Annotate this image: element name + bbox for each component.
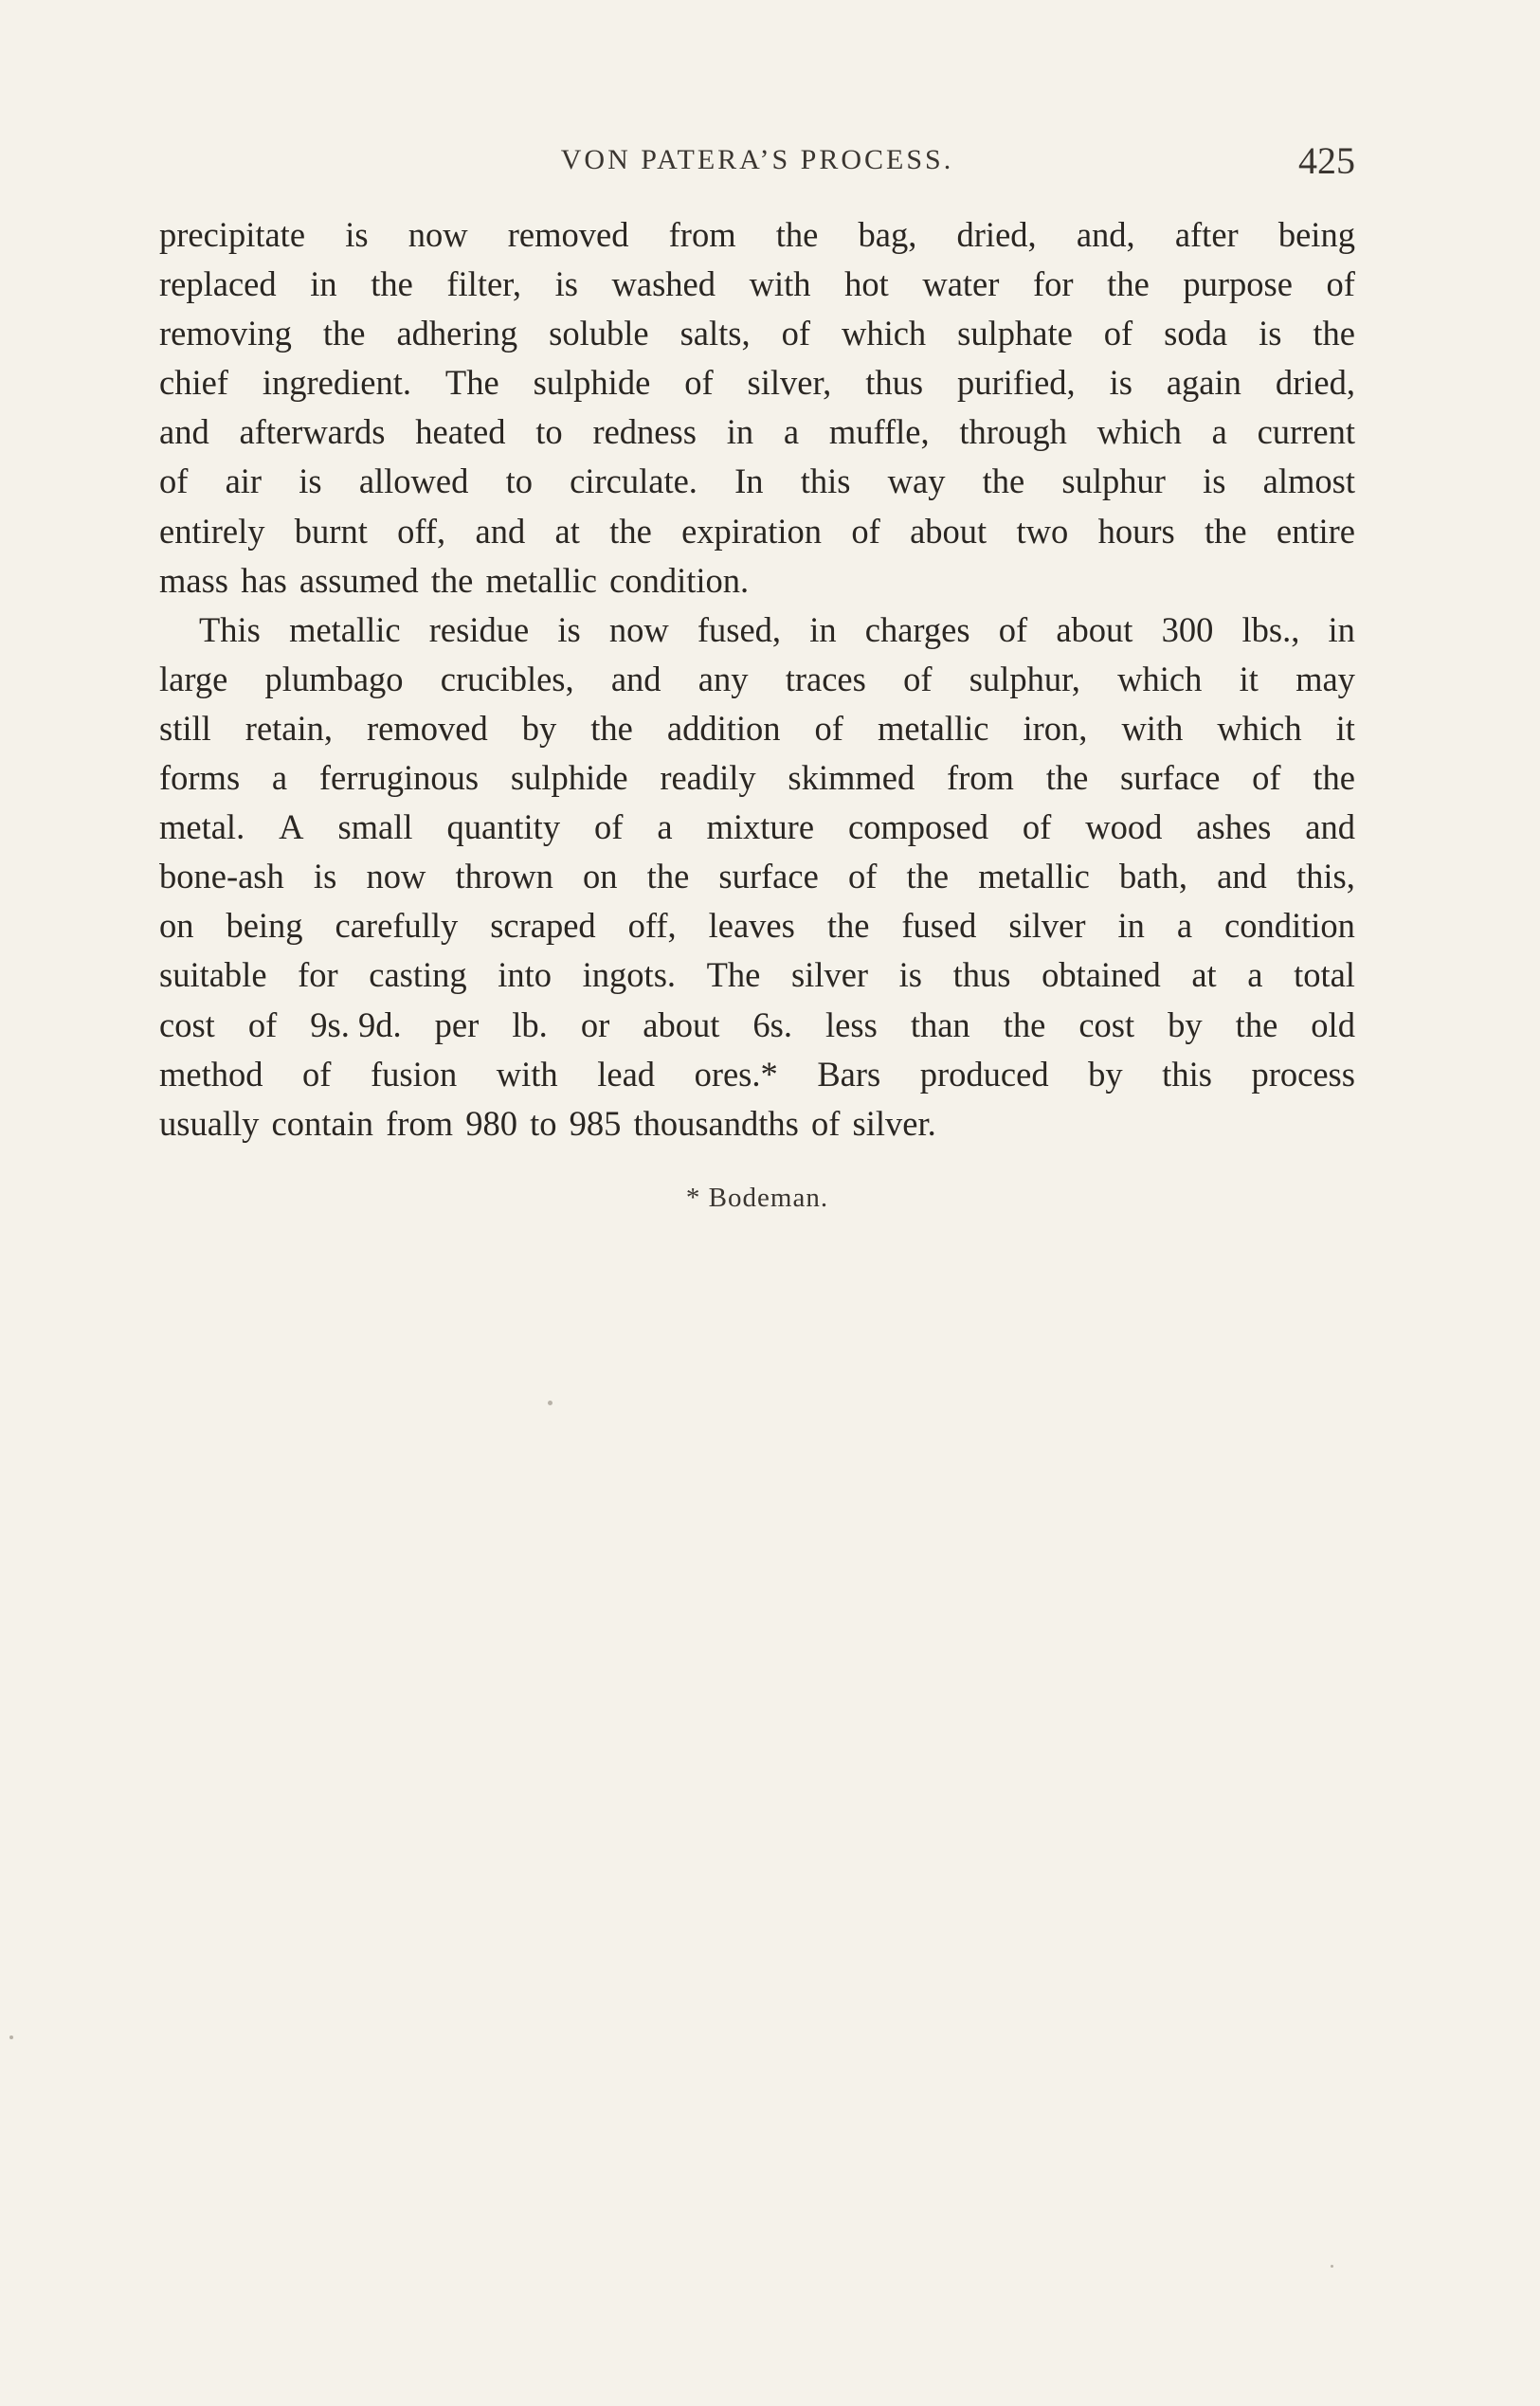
word: small xyxy=(337,807,413,847)
word: or xyxy=(580,1004,610,1044)
text-line xyxy=(159,950,1355,1000)
word: ingots. xyxy=(582,955,677,995)
word: produced xyxy=(919,1054,1049,1094)
word: in xyxy=(310,264,337,304)
word: the xyxy=(1107,264,1150,304)
text-line xyxy=(159,803,1355,852)
text-line xyxy=(159,358,1355,407)
word: the xyxy=(775,215,819,254)
word: The xyxy=(706,955,761,995)
word: of xyxy=(998,609,1028,649)
word: lb. xyxy=(512,1004,548,1044)
word: sulphur, xyxy=(969,659,1080,698)
word: a xyxy=(271,758,288,798)
word: process xyxy=(1251,1054,1355,1094)
word: quantity xyxy=(446,807,561,847)
word: in xyxy=(809,609,837,649)
word: is xyxy=(345,215,369,254)
word: being xyxy=(226,906,303,946)
word: forms xyxy=(159,758,241,798)
word: redness xyxy=(592,412,697,452)
word: dried, xyxy=(1275,363,1355,403)
word: hours xyxy=(1097,511,1175,551)
word: and xyxy=(475,511,526,551)
word: thrown xyxy=(455,857,553,896)
word: fused xyxy=(901,906,977,946)
word: the xyxy=(982,461,1025,501)
word: method xyxy=(159,1054,263,1094)
text-line xyxy=(159,1001,1355,1050)
word: and xyxy=(1217,857,1267,896)
word: scraped xyxy=(490,906,596,946)
word: soluble xyxy=(549,314,649,353)
word: salts, xyxy=(679,314,751,353)
word: the xyxy=(1235,1004,1278,1044)
word: almost xyxy=(1262,461,1355,501)
word: readily xyxy=(660,758,756,798)
word: of xyxy=(1103,314,1133,353)
word: of xyxy=(1252,758,1281,798)
word: soda xyxy=(1164,314,1228,353)
word: addition xyxy=(666,708,781,748)
word: about xyxy=(1056,609,1133,649)
word: total xyxy=(1294,955,1355,995)
word: by xyxy=(1088,1054,1123,1094)
word: This xyxy=(199,609,261,649)
word: suitable xyxy=(159,955,267,995)
text-line xyxy=(159,507,1355,556)
word: metallic xyxy=(877,708,989,748)
word: it xyxy=(1335,708,1355,748)
word: it xyxy=(1239,659,1259,698)
word: the xyxy=(1313,758,1355,798)
word: any xyxy=(698,659,749,698)
word: from xyxy=(668,215,736,254)
word: adhering xyxy=(396,314,518,353)
word: silver, xyxy=(747,363,832,403)
word: with xyxy=(749,264,811,304)
word: composed xyxy=(847,807,988,847)
word: way xyxy=(887,461,946,501)
word: cost xyxy=(159,1004,215,1044)
word: entire xyxy=(1276,511,1355,551)
word: to xyxy=(505,461,533,501)
word: allowed xyxy=(358,461,469,501)
word: and xyxy=(159,412,209,452)
scan-speck xyxy=(548,1401,553,1405)
text-line xyxy=(159,1099,1355,1149)
word: may xyxy=(1295,659,1355,698)
word: removed xyxy=(507,215,629,254)
word: a xyxy=(783,412,800,452)
word: the xyxy=(322,314,366,353)
word: of xyxy=(247,1004,278,1044)
word: thus xyxy=(865,363,924,403)
word: purified, xyxy=(956,363,1076,403)
word: this, xyxy=(1295,857,1355,896)
word: the xyxy=(1003,1004,1046,1044)
word: chief xyxy=(159,363,228,403)
word: of xyxy=(847,857,878,896)
word: air xyxy=(225,461,263,501)
word: on xyxy=(159,906,194,946)
word: is xyxy=(557,609,581,649)
word: this xyxy=(800,461,851,501)
word: purpose xyxy=(1183,264,1293,304)
word: fusion xyxy=(370,1054,458,1094)
word: hot xyxy=(844,264,889,304)
word: is xyxy=(1109,363,1132,403)
running-head xyxy=(159,138,1355,186)
word: through xyxy=(959,412,1067,452)
word: bath, xyxy=(1118,857,1187,896)
word: now xyxy=(608,609,669,649)
paragraph xyxy=(159,210,1355,606)
word: In xyxy=(734,461,764,501)
word: Bars xyxy=(817,1054,881,1094)
text-line xyxy=(159,260,1355,309)
word: into xyxy=(498,955,553,995)
word: is xyxy=(1259,314,1282,353)
word: at xyxy=(554,511,580,551)
word: usually contain from 980 to 985 thousandths of silver. xyxy=(159,1103,936,1143)
text-line xyxy=(159,210,1355,260)
word: casting xyxy=(369,955,467,995)
word: from xyxy=(946,758,1014,798)
word: the xyxy=(646,857,690,896)
word: which xyxy=(1117,659,1203,698)
word: 300 xyxy=(1161,609,1214,649)
word: traces xyxy=(785,659,866,698)
word: The xyxy=(444,363,499,403)
word: by xyxy=(1168,1004,1203,1044)
word: obtained xyxy=(1042,955,1161,995)
word: fused, xyxy=(697,609,782,649)
text-line xyxy=(159,901,1355,950)
word: ferruginous xyxy=(318,758,480,798)
word: and xyxy=(1305,807,1355,847)
text-line xyxy=(159,606,1355,655)
word: a xyxy=(1176,906,1193,946)
text-line xyxy=(159,556,1355,606)
word: for xyxy=(298,955,338,995)
word: of xyxy=(781,314,810,353)
word: to xyxy=(535,412,563,452)
word: washed xyxy=(611,264,716,304)
word: filter, xyxy=(446,264,521,304)
word: sulphide xyxy=(510,758,628,798)
word: is xyxy=(299,461,322,501)
word: bag, xyxy=(858,215,917,254)
word: mixture xyxy=(706,807,815,847)
word: the xyxy=(906,857,950,896)
word: residue xyxy=(428,609,530,649)
word: large xyxy=(159,659,228,698)
word: lead xyxy=(597,1054,656,1094)
word: of xyxy=(851,511,880,551)
word: bone-ash xyxy=(159,857,284,896)
word: heated xyxy=(415,412,506,452)
word: of xyxy=(1022,807,1052,847)
word: silver xyxy=(1008,906,1086,946)
word: now xyxy=(408,215,468,254)
word: skimmed xyxy=(788,758,915,798)
word: silver xyxy=(790,955,869,995)
word: old xyxy=(1311,1004,1355,1044)
word: is xyxy=(1203,461,1226,501)
word: expiration xyxy=(681,511,823,551)
word: this xyxy=(1162,1054,1212,1094)
word: the xyxy=(1313,314,1355,353)
word: surface xyxy=(718,857,819,896)
word: retain, xyxy=(245,708,334,748)
word: by xyxy=(521,708,557,748)
text-line xyxy=(159,457,1355,506)
word: and, xyxy=(1076,215,1135,254)
word: sulphur xyxy=(1061,461,1166,501)
word: on xyxy=(583,857,618,896)
word: water xyxy=(922,264,1000,304)
word: leaves xyxy=(708,906,795,946)
word: of xyxy=(159,461,189,501)
word: being xyxy=(1277,215,1355,254)
word: is xyxy=(898,955,923,995)
word: muffle, xyxy=(828,412,930,452)
word: at xyxy=(1191,955,1217,995)
footnote: * Bodeman. xyxy=(685,1183,829,1213)
word: which xyxy=(1217,708,1302,748)
word: a xyxy=(657,807,673,847)
word: burnt xyxy=(294,511,368,551)
word: in xyxy=(1328,609,1355,649)
word: ashes xyxy=(1196,807,1272,847)
word: is xyxy=(313,857,337,896)
word: carefully xyxy=(335,906,459,946)
word: off, xyxy=(397,511,446,551)
word: is xyxy=(554,264,578,304)
word: circulate. xyxy=(570,461,698,501)
word: charges xyxy=(864,609,970,649)
paragraph xyxy=(159,606,1355,1149)
word: the xyxy=(1045,758,1089,798)
word: wood xyxy=(1085,807,1163,847)
word: removing xyxy=(159,314,292,353)
running-title: VON PATERA’S PROCESS. xyxy=(560,144,954,175)
word: about xyxy=(910,511,987,551)
word: of xyxy=(1326,264,1355,304)
word: of xyxy=(594,807,624,847)
word: replaced xyxy=(159,264,277,304)
page-number: 425 xyxy=(1298,139,1355,182)
word: metallic xyxy=(978,857,1090,896)
word: a xyxy=(1211,412,1227,452)
word: afterwards xyxy=(239,412,386,452)
word: crucibles, xyxy=(440,659,574,698)
word: sulphide xyxy=(533,363,651,403)
text-line xyxy=(159,753,1355,803)
word: lbs., xyxy=(1241,609,1300,649)
word: and xyxy=(610,659,661,698)
word: 6s. xyxy=(752,1004,792,1044)
word: removed xyxy=(367,708,488,748)
scan-speck xyxy=(1331,2265,1333,2268)
word: which xyxy=(1096,412,1182,452)
word: again xyxy=(1166,363,1241,403)
word: A xyxy=(279,807,304,847)
word: the xyxy=(609,511,652,551)
text-line xyxy=(159,704,1355,753)
word: still xyxy=(159,708,211,748)
word: of xyxy=(302,1054,332,1094)
text-line xyxy=(159,1050,1355,1099)
word: after xyxy=(1174,215,1239,254)
word: sulphate xyxy=(957,314,1073,353)
word: the xyxy=(371,264,413,304)
word: iron, xyxy=(1023,708,1088,748)
word: 9s. 9d. xyxy=(310,1004,402,1044)
word: ores.* xyxy=(694,1054,778,1094)
word: now xyxy=(366,857,426,896)
word: per xyxy=(434,1004,480,1044)
word: in xyxy=(1117,906,1145,946)
word: entirely xyxy=(159,511,265,551)
word: plumbago xyxy=(264,659,404,698)
word: the xyxy=(826,906,870,946)
word: surface xyxy=(1120,758,1221,798)
word: with xyxy=(1121,708,1184,748)
word: current xyxy=(1257,412,1355,452)
scan-speck xyxy=(9,2035,13,2039)
word: dried, xyxy=(956,215,1037,254)
text-line xyxy=(159,407,1355,457)
text-line xyxy=(159,309,1355,358)
body-text xyxy=(159,210,1355,1149)
word: the xyxy=(1204,511,1247,551)
word: in xyxy=(726,412,754,452)
word: less xyxy=(825,1004,878,1044)
text-line xyxy=(159,655,1355,704)
word: metal. xyxy=(159,807,245,847)
word: thus xyxy=(952,955,1011,995)
word: of xyxy=(903,659,933,698)
word: two xyxy=(1016,511,1069,551)
word: with xyxy=(496,1054,558,1094)
word: of xyxy=(684,363,714,403)
word: off, xyxy=(627,906,677,946)
word: metallic xyxy=(289,609,401,649)
word: cost xyxy=(1078,1004,1135,1044)
word: mass has assumed the metallic condition. xyxy=(159,560,750,600)
word: precipitate xyxy=(159,215,306,254)
word: about xyxy=(643,1004,720,1044)
word: than xyxy=(910,1004,970,1044)
word: condition xyxy=(1224,906,1355,946)
word: ingredient. xyxy=(262,363,411,403)
word: which xyxy=(841,314,927,353)
word: a xyxy=(1247,955,1263,995)
word: the xyxy=(590,708,633,748)
word: for xyxy=(1033,264,1074,304)
word: of xyxy=(814,708,843,748)
text-line xyxy=(159,852,1355,901)
